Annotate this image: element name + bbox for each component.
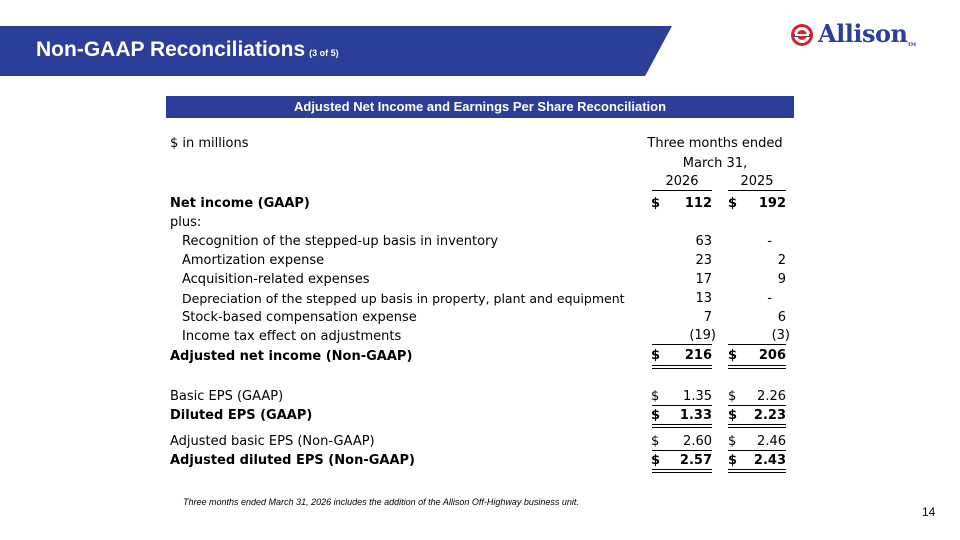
- allison-logo-mark-icon: [790, 23, 814, 47]
- value-2026-stock-compensation: 7: [703, 310, 712, 325]
- slide-title-text: Non-GAAP Reconciliations: [36, 38, 306, 61]
- eps-double-underline-2025: [728, 424, 786, 428]
- column-2026-header: 2026: [665, 174, 699, 189]
- total-double-underline-2025: [728, 365, 786, 369]
- adj-eps-double-underline-2026: [652, 469, 712, 473]
- value-2026-income-tax-effect: (19): [689, 328, 716, 343]
- row-label-amortization: Amortization expense: [182, 253, 325, 268]
- eps-double-underline-2026: [652, 424, 712, 428]
- value-2025-stepped-up-inventory: -: [767, 234, 772, 249]
- footnote: Three months ended March 31, 2026 includes the addition of the Allison Off-Highway business unit.: [183, 497, 579, 507]
- adj-eps-underline-2026: [652, 450, 712, 451]
- value-2025-basic-eps: 2.26: [757, 389, 786, 404]
- value-2025-adjusted-basic-eps: 2.46: [757, 434, 786, 449]
- allison-logo-wordmark: AllisonTM: [818, 19, 916, 48]
- currency-symbol: $: [728, 453, 738, 468]
- total-double-underline-2026: [652, 365, 712, 369]
- eps-underline-2026: [652, 405, 712, 406]
- value-2025-net-income: 192: [758, 196, 786, 211]
- units-label: $ in millions: [170, 136, 249, 151]
- value-2025-income-tax-effect: (3): [771, 328, 790, 343]
- page-number: 14: [922, 505, 936, 519]
- row-label-adjusted-net-income: Adjusted net income (Non-GAAP): [170, 349, 413, 364]
- row-label-plus: plus:: [170, 215, 202, 230]
- value-2025-adjusted-diluted-eps: 2.43: [753, 453, 786, 468]
- value-2025-amortization: 2: [777, 253, 786, 268]
- currency-symbol: $: [651, 389, 660, 404]
- row-label-adjusted-basic-eps: Adjusted basic EPS (Non-GAAP): [170, 434, 375, 449]
- value-2025-depreciation-ppe: -: [767, 291, 772, 306]
- value-2026-diluted-eps: 1.33: [679, 408, 712, 423]
- row-label-basic-eps: Basic EPS (GAAP): [170, 389, 284, 404]
- allison-logo: [790, 19, 930, 50]
- currency-symbol: $: [728, 348, 738, 363]
- subtotal-underline-2026: [652, 344, 712, 345]
- value-2025-adjusted-net-income: 206: [758, 348, 786, 363]
- currency-symbol: $: [651, 408, 661, 423]
- value-2026-net-income: 112: [684, 196, 712, 211]
- value-2026-basic-eps: 1.35: [683, 389, 712, 404]
- period-heading-line1: Three months ended: [647, 136, 783, 151]
- row-label-stock-compensation: Stock-based compensation expense: [182, 310, 417, 325]
- column-2025-underline: [728, 190, 786, 191]
- row-label-acquisition-expenses: Acquisition-related expenses: [182, 272, 370, 287]
- value-2026-adjusted-net-income: 216: [684, 348, 712, 363]
- currency-symbol: $: [728, 408, 738, 423]
- currency-symbol: $: [728, 196, 738, 211]
- column-2026-underline: [652, 190, 712, 191]
- slide-title-suffix: (3 of 5): [309, 48, 339, 58]
- value-2026-adjusted-basic-eps: 2.60: [683, 434, 712, 449]
- value-2025-acquisition-expenses: 9: [777, 272, 786, 287]
- currency-symbol: $: [728, 389, 737, 404]
- value-2025-stock-compensation: 6: [777, 310, 786, 325]
- subtotal-underline-2025: [728, 344, 786, 345]
- row-label-adjusted-diluted-eps: Adjusted diluted EPS (Non-GAAP): [170, 453, 415, 468]
- adj-eps-underline-2025: [728, 450, 786, 451]
- currency-symbol: $: [651, 453, 661, 468]
- slide-title: [36, 38, 339, 62]
- row-label-stepped-up-inventory: Recognition of the stepped-up basis in inventory: [182, 234, 499, 249]
- row-label-diluted-eps: Diluted EPS (GAAP): [170, 408, 313, 423]
- currency-symbol: $: [728, 434, 737, 449]
- column-2025-header: 2025: [740, 174, 774, 189]
- period-heading-line2: March 31,: [682, 156, 748, 171]
- row-label-income-tax-effect: Income tax effect on adjustments: [182, 329, 402, 344]
- value-2026-depreciation-ppe: 13: [695, 291, 712, 306]
- value-2026-adjusted-diluted-eps: 2.57: [679, 453, 712, 468]
- value-2026-acquisition-expenses: 17: [695, 272, 712, 287]
- currency-symbol: $: [651, 196, 661, 211]
- row-label-depreciation-ppe: Depreciation of the stepped up basis in property, plant and equipment: [182, 291, 625, 306]
- row-label-net-income: Net income (GAAP): [170, 196, 310, 211]
- adj-eps-double-underline-2025: [728, 469, 786, 473]
- value-2026-amortization: 23: [695, 253, 712, 268]
- trademark-mark: TM: [907, 42, 916, 48]
- currency-symbol: $: [651, 348, 661, 363]
- eps-underline-2025: [728, 405, 786, 406]
- value-2025-diluted-eps: 2.23: [753, 408, 786, 423]
- value-2026-stepped-up-inventory: 63: [695, 234, 712, 249]
- table-header: Adjusted Net Income and Earnings Per Share Reconciliation: [166, 96, 794, 118]
- currency-symbol: $: [651, 434, 660, 449]
